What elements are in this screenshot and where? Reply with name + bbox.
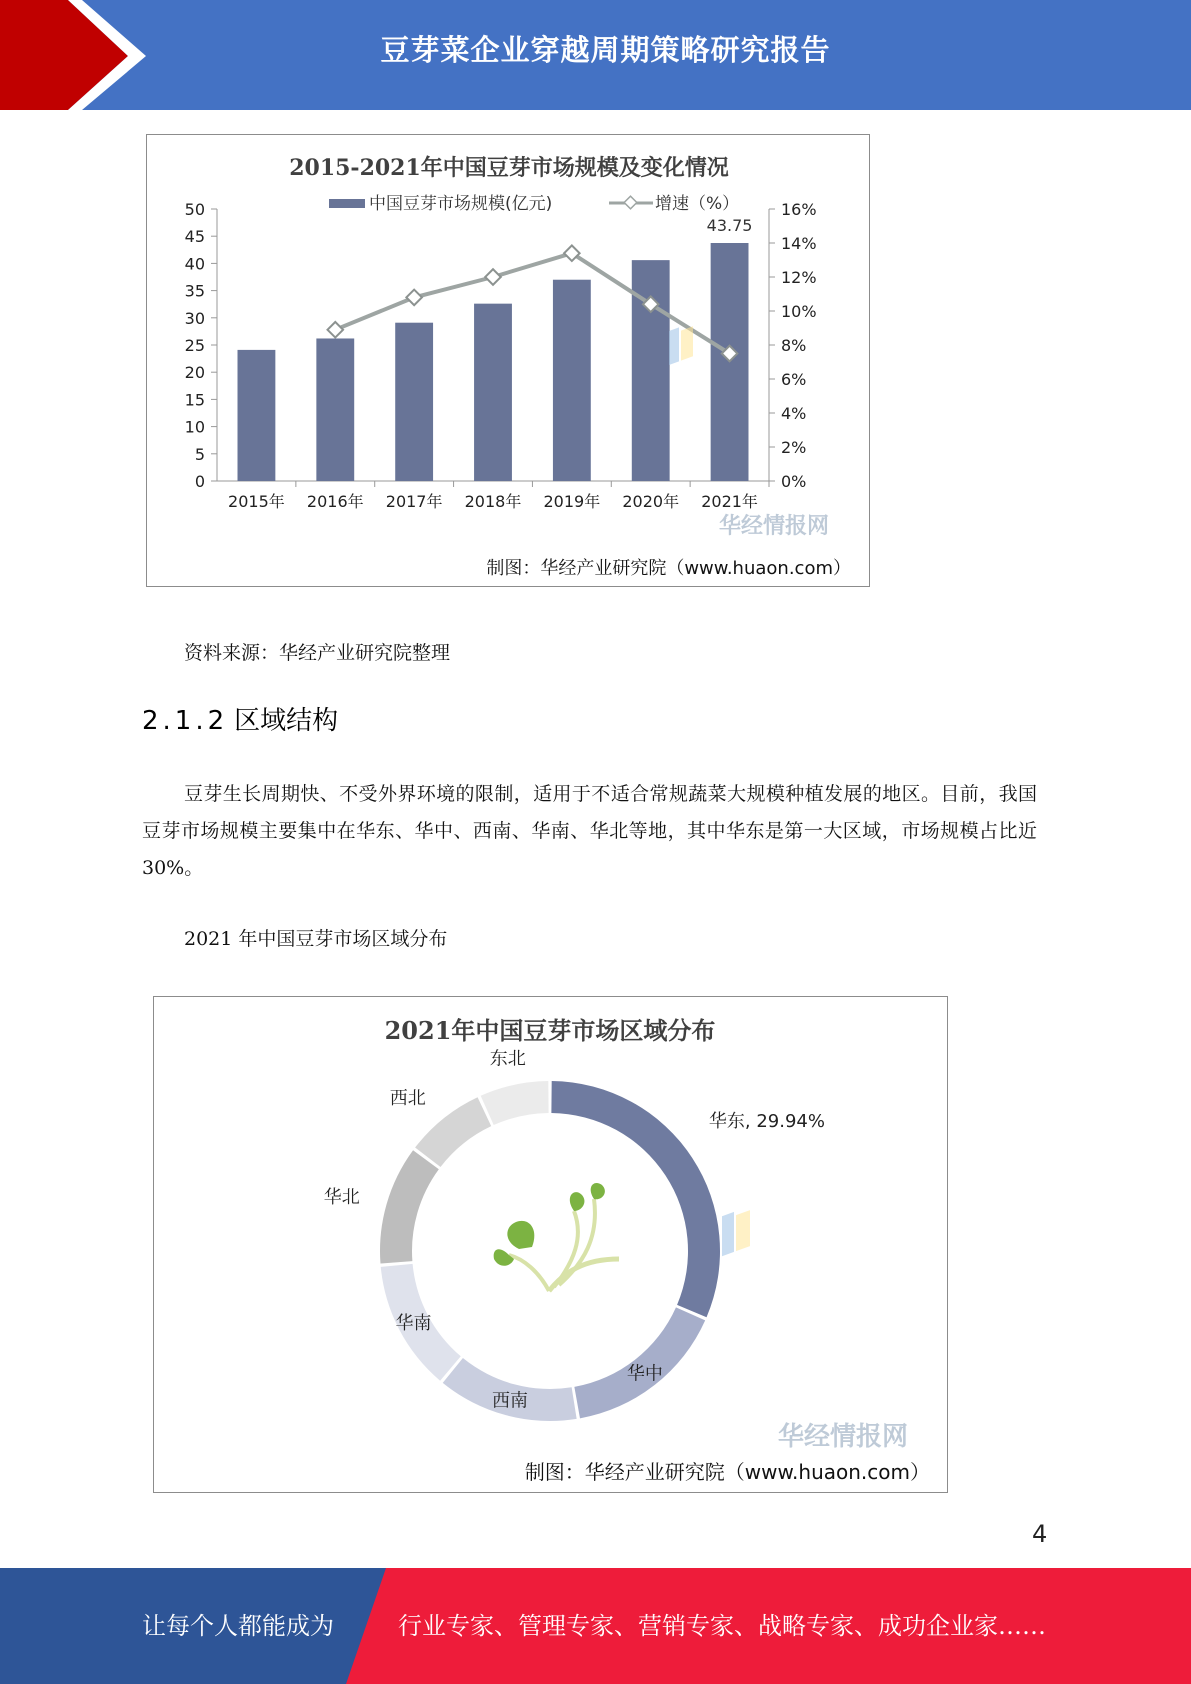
section-title: 区域结构 bbox=[234, 706, 339, 736]
bar bbox=[395, 323, 433, 481]
bar bbox=[238, 350, 276, 481]
x-tick-label: 2019年 bbox=[543, 492, 601, 511]
donut-label: 华东, 29.94% bbox=[708, 1110, 825, 1132]
donut-label: 西北 bbox=[389, 1087, 426, 1109]
watermark-logo-yellow bbox=[681, 326, 693, 360]
page-footer bbox=[0, 1568, 1191, 1684]
growth-point bbox=[328, 322, 344, 338]
donut-label: 华北 bbox=[323, 1187, 360, 1209]
market-size-chart-svg bbox=[147, 135, 871, 588]
x-tick-label: 2017年 bbox=[385, 492, 443, 511]
footer-slogan-left: 让每个人都能成为 bbox=[142, 1612, 334, 1640]
legend-label-growth: 增速（%） bbox=[655, 194, 740, 214]
body-paragraph: 豆芽生长周期快、不受外界环境的限制，适用于不适合常规蔬菜大规模种植发展的地区。目前，我国豆芽市场规模主要集中在华东、华中、西南、华南、华北等地，其中华东是第一大区域，市场规模占比近 30%。 bbox=[142, 783, 1037, 879]
chart-watermark bbox=[722, 1210, 908, 1452]
chart-title: 2015-2021年中国豆芽市场规模及变化情况 bbox=[289, 155, 729, 181]
x-tick-label: 2018年 bbox=[464, 492, 522, 511]
page-number: 4 bbox=[1032, 1520, 1048, 1548]
page-header bbox=[0, 0, 1191, 110]
y-tick-label: 30 bbox=[184, 308, 205, 328]
region-distribution-chart bbox=[153, 996, 948, 1493]
y2-tick-label: 10% bbox=[781, 302, 817, 321]
donut-slice bbox=[415, 1097, 491, 1167]
document-title: 豆芽菜企业穿越周期策略研究报告 bbox=[380, 33, 831, 67]
growth-point bbox=[406, 290, 422, 306]
chart-legend bbox=[329, 194, 739, 214]
y2-tick-label: 16% bbox=[781, 200, 817, 219]
watermark-logo-blue bbox=[669, 327, 679, 365]
figure-caption: 2021 年中国豆芽市场区域分布 bbox=[184, 928, 448, 950]
y-tick-label: 10 bbox=[184, 417, 205, 437]
legend-bar-swatch bbox=[329, 199, 365, 208]
y-tick-label: 40 bbox=[184, 254, 205, 274]
x-tick-label: 2021年 bbox=[701, 492, 758, 511]
legend-diamond-marker bbox=[624, 196, 637, 209]
y-tick-label: 35 bbox=[184, 281, 205, 301]
donut-label: 华中 bbox=[626, 1363, 663, 1385]
y-tick-label: 5 bbox=[194, 444, 205, 464]
bar bbox=[553, 280, 591, 481]
donut-label: 东北 bbox=[489, 1048, 526, 1070]
donut-label: 华南 bbox=[395, 1313, 432, 1335]
y-tick-label: 20 bbox=[184, 363, 205, 383]
chart-title: 2021年中国豆芽市场区域分布 bbox=[384, 1016, 716, 1045]
section-number: 2.1.2 bbox=[142, 706, 229, 736]
watermark-text: 华经情报网 bbox=[778, 1422, 909, 1452]
x-tick-label: 2020年 bbox=[622, 492, 680, 511]
y-tick-label: 50 bbox=[184, 200, 205, 219]
y2-tick-label: 6% bbox=[781, 370, 807, 389]
source-note: 资料来源：华经产业研究院整理 bbox=[184, 642, 451, 664]
region-distribution-chart-svg bbox=[154, 997, 949, 1494]
bar bbox=[316, 338, 354, 481]
donut-label: 西南 bbox=[492, 1390, 529, 1412]
donut-slices bbox=[380, 1081, 720, 1421]
section-heading bbox=[142, 700, 338, 737]
growth-point bbox=[485, 269, 501, 285]
sprout-icon bbox=[494, 1183, 619, 1291]
y2-tick-label: 2% bbox=[781, 438, 807, 457]
y-tick-label: 15 bbox=[184, 390, 205, 410]
y-tick-label: 0 bbox=[194, 472, 205, 491]
chart-credit: 制图：华经产业研究院（www.huaon.com） bbox=[524, 1460, 930, 1484]
y2-tick-label: 8% bbox=[781, 336, 807, 355]
x-tick-label: 2016年 bbox=[306, 492, 364, 511]
legend-label-market-size: 中国豆芽市场规模(亿元) bbox=[369, 194, 553, 214]
bar-data-label: 43.75 bbox=[706, 216, 753, 235]
donut-slice bbox=[380, 1150, 439, 1263]
y2-tick-label: 4% bbox=[781, 404, 807, 423]
footer-slogan-right: 行业专家、管理专家、营销专家、战略专家、成功企业家…… bbox=[398, 1612, 1046, 1640]
y-tick-label: 45 bbox=[184, 227, 205, 247]
watermark-logo-yellow bbox=[736, 1210, 750, 1251]
market-size-chart bbox=[146, 134, 870, 587]
watermark-text: 华经情报网 bbox=[719, 514, 830, 539]
chart-credit: 制图：华经产业研究院（www.huaon.com） bbox=[486, 558, 851, 579]
donut-slice bbox=[481, 1081, 549, 1125]
y2-tick-label: 0% bbox=[781, 472, 807, 491]
y2-tick-label: 12% bbox=[781, 268, 817, 287]
x-tick-label: 2015年 bbox=[228, 492, 285, 511]
y-tick-label: 25 bbox=[184, 336, 205, 355]
y2-tick-label: 14% bbox=[781, 234, 817, 253]
bar bbox=[474, 304, 512, 481]
watermark-logo-blue bbox=[722, 1212, 734, 1256]
